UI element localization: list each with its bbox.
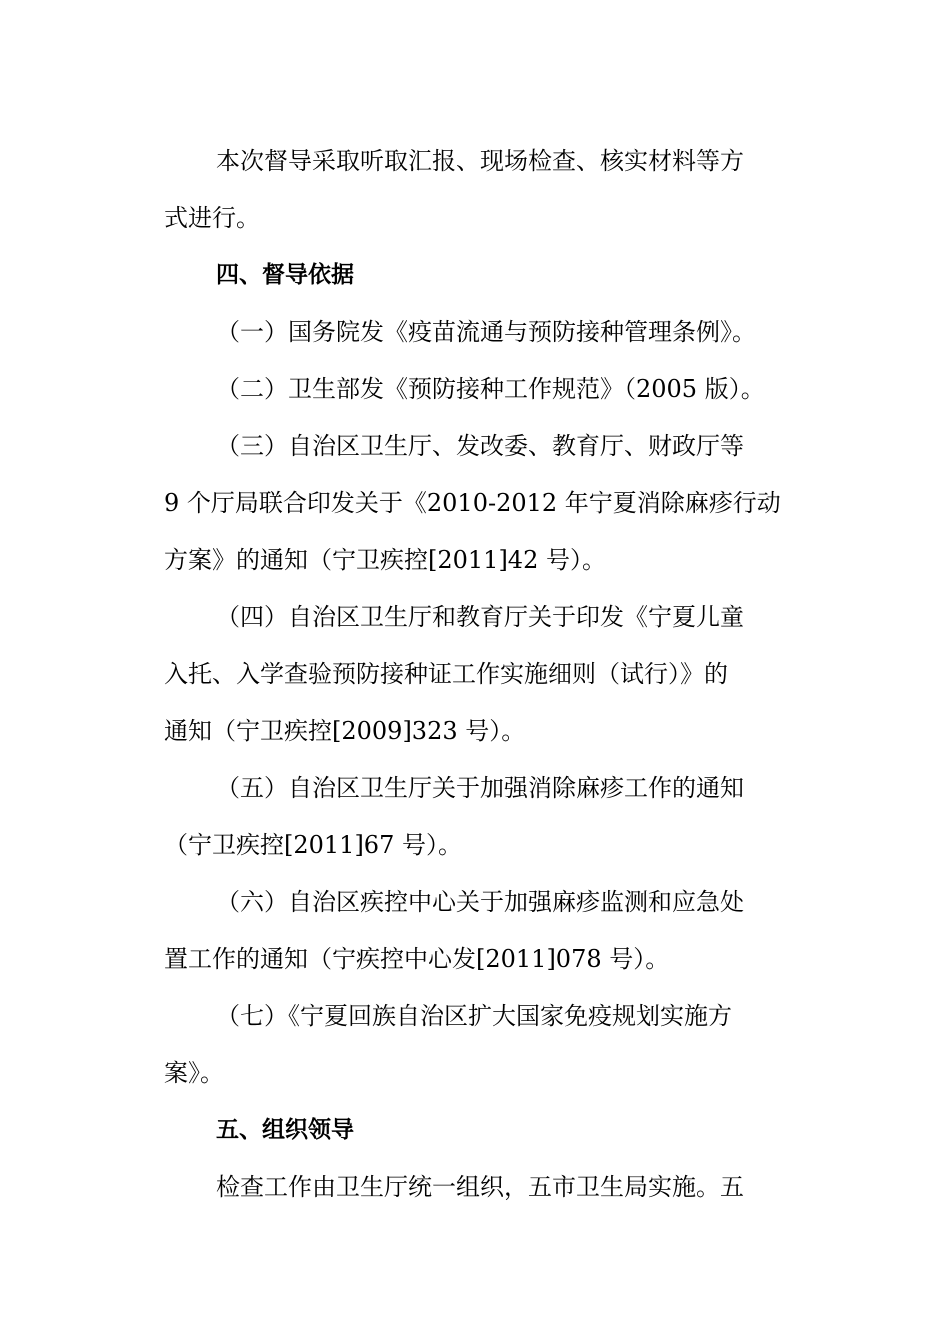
paragraph-method-line-2: 式进行。 xyxy=(164,204,260,232)
paragraph-method-line-1: 本次督导采取听取汇报、现场检查、核实材料等方 xyxy=(216,147,744,175)
basis-item-4-line-2: 入托、入学查验预防接种证工作实施细则（试行）》的 xyxy=(164,660,728,688)
basis-item-7-line-1: （七）《宁夏回族自治区扩大国家免疫规划实施方 xyxy=(216,1002,732,1030)
basis-item-6-line-1: （六）自治区疾控中心关于加强麻疹监测和应急处 xyxy=(216,888,744,916)
basis-item-2: （二）卫生部发《预防接种工作规范》（2005 版）。 xyxy=(216,375,765,403)
section-heading-organization: 五、组织领导 xyxy=(216,1117,354,1143)
basis-item-3-line-3: 方案》的通知（宁卫疾控[2011]42 号）。 xyxy=(164,546,606,574)
basis-item-3-line-1: （三）自治区卫生厅、发改委、教育厅、财政厅等 xyxy=(216,432,744,460)
basis-item-1: （一）国务院发《疫苗流通与预防接种管理条例》。 xyxy=(216,318,756,346)
basis-item-4-line-1: （四）自治区卫生厅和教育厅关于印发《宁夏儿童 xyxy=(216,603,744,631)
basis-item-4-line-3: 通知（宁卫疾控[2009]323 号）。 xyxy=(164,717,526,745)
basis-item-5-line-2: （宁卫疾控[2011]67 号）。 xyxy=(164,831,462,859)
basis-item-5-line-1: （五）自治区卫生厅关于加强消除麻疹工作的通知 xyxy=(216,774,744,802)
basis-item-7-line-2: 案》。 xyxy=(164,1059,224,1087)
basis-item-6-line-2: 置工作的通知（宁疾控中心发[2011]078 号）。 xyxy=(164,945,670,973)
section-heading-basis: 四、督导依据 xyxy=(216,262,354,288)
basis-item-3-line-2: 9 个厅局联合印发关于《2010-2012 年宁夏消除麻疹行动 xyxy=(164,489,781,517)
paragraph-organization-line-1: 检查工作由卫生厅统一组织，五市卫生局实施。五 xyxy=(216,1173,744,1201)
